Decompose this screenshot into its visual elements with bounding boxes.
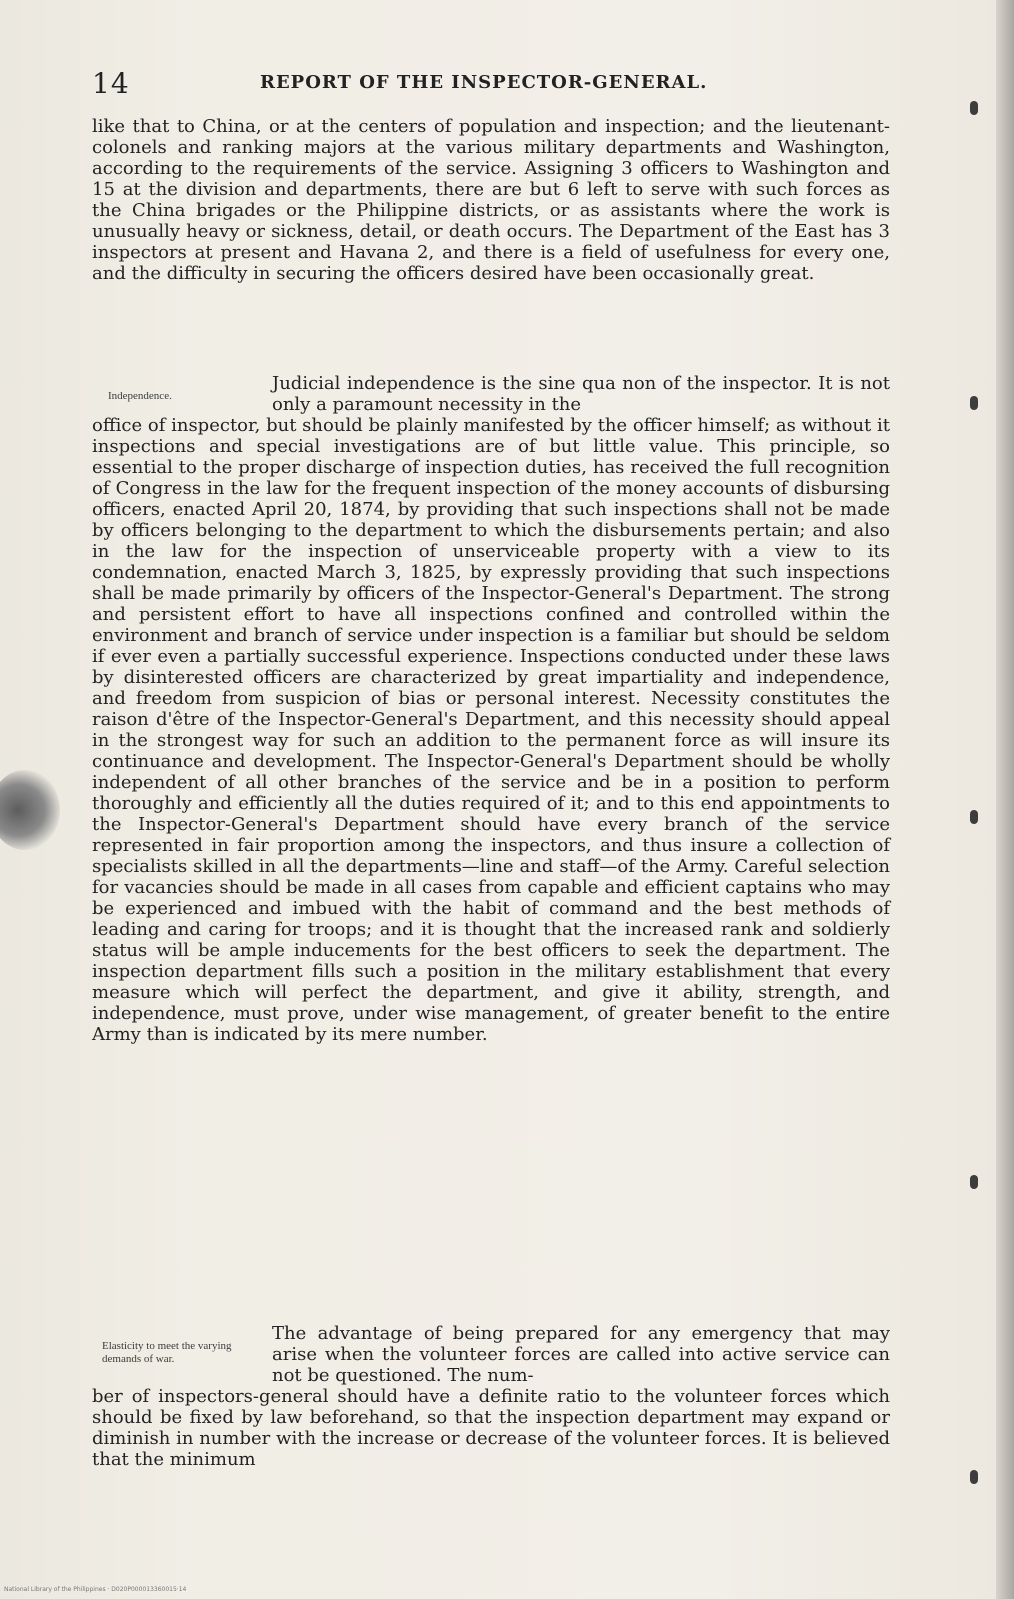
paragraph-3	[92, 1323, 890, 1470]
margin-mark	[970, 396, 978, 410]
paragraph-2-rest: office of inspector, but should be plainly manifested by the officer himself; as without it inspections and special investigations are of but little value. This principle, so essential to the proper discharge of inspection duties, has received the full recognition of Congress in the law for the frequent inspection of the money accounts of disbursing officers, enacted April 20, 1874, by providing that such inspections shall not be made by officers belonging to the department to which the disbursements pertain; and also in the law for the inspection of unserviceable property with a view to its condemnation, enacted March 3, 1825, by expressly providing that such inspections shall be made primarily by officers of the Inspector-General's Department. The strong and persistent effort to have all inspections confined and controlled within the environment and branch of service under inspection is a familiar but should be seldom if ever even a partially successful experience. Inspections conducted under these laws by disinterested officers are characterized by great impartiality and independence, and freedom from suspicion of bias or personal interest. Necessity constitutes the raison d'être of the Inspector-General's Department, and this necessity should appeal in the strongest way for such an addition to the permanent force as will insure its continuance and development. The Inspector-General's Department should be wholly independent of all other branches of the service and be in a position to perform thoroughly and efficiently all the duties required of it; and to this end appointments to the Inspector-General's Department should have every branch of the service represented in fair proportion among the inspectors, and thus insure a collection of specialists skilled in all the departments—line and staff—of the Army. Careful selection for vacancies should be made in all cases from capable and efficient captains who may be experienced and imbued with the habit of command and the best methods of leading and caring for troops; and it is thought that the increased rank and soldierly status will be ample inducements for the best officers to seek the department. The inspection department fills such a position in the military establishment that every measure which will perfect the department, and give it ability, strength, and independence, must prove, under wise management, of greater benefit to the entire Army than is indicated by its mere number.	[92, 415, 890, 1045]
margin-mark	[970, 810, 978, 824]
margin-mark	[970, 1470, 978, 1484]
scan-credit: National Library of the Philippines · D020P000013360015·14	[4, 1586, 187, 1593]
margin-mark	[970, 1175, 978, 1189]
paragraph-3-first-lines: The advantage of being prepared for any emergency that may arise when the volunteer forces are called into active service can not be questioned. The num-	[272, 1323, 890, 1386]
paragraph-2	[92, 373, 890, 1045]
paragraph-2-first-lines: Judicial independence is the sine qua non of the inspector. It is not only a paramount necessity in the	[272, 373, 890, 415]
paragraph-1	[92, 116, 890, 284]
margin-mark	[970, 101, 978, 115]
paragraph-1-text: like that to China, or at the centers of population and inspection; and the lieutenant-colonels and ranking majors at the various military departments and Washington, according to the requirements of the service. Assigning 3 officers to Washington and 15 at the division and departments, there are but 6 left to serve with such forces as the China brigades or the Philippine districts, or as assistants where the work is unusually heavy or sickness, detail, or death occurs. The Department of the East has 3 inspectors at present and Havana 2, and there is a field of usefulness for every one, and the difficulty in securing the officers desired have been occasionally great.	[92, 116, 890, 284]
thumb-shadow	[0, 770, 60, 850]
page-header	[92, 62, 900, 100]
paragraph-3-rest: ber of inspectors-general should have a definite ratio to the volunteer forces which should be fixed by law beforehand, so that the inspection department may expand or diminish in number with the increase or decrease of the volunteer forces. It is believed that the minimum	[92, 1386, 890, 1470]
side-heading-independence: Independence.	[108, 390, 172, 402]
page-number: 14	[92, 67, 130, 100]
side-heading-elasticity: Elasticity to meet the varying demands of war.	[102, 1340, 232, 1365]
running-head: REPORT OF THE INSPECTOR-GENERAL.	[260, 72, 708, 93]
page-right-edge-shadow	[996, 0, 1014, 1599]
